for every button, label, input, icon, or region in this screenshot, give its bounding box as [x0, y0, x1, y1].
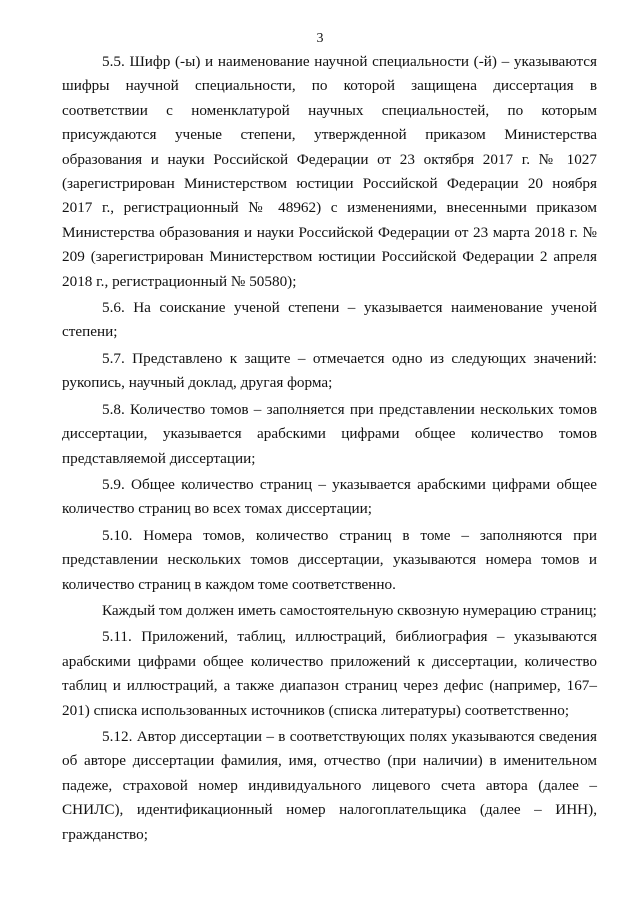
- paragraph-volume-numbering: Каждый том должен иметь самостоятельную сквозную нумерацию страниц;: [102, 601, 597, 619]
- paragraph-5-6: 5.6. На соискание ученой степени – указывается наименование ученой степени;: [62, 299, 597, 341]
- paragraph-5-8: 5.8. Количество томов – заполняется при представлении нескольких томов диссертации, указывается арабскими цифрами общее количество томов представляемой диссертации;: [62, 400, 597, 467]
- paragraph-5-12: 5.12. Автор диссертации – в соответствующих полях указываются сведения об авторе диссертации фамилия, имя, отчество (при наличии) в именительном падеже, страховой номер индивидуального лицевого счета автора (далее – СНИЛС), идентификационный номер налогоплательщика (далее – ИНН), гражданство;: [62, 727, 597, 843]
- paragraph-5-5: 5.5. Шифр (-ы) и наименование научной специальности (-й) – указываются шифры научной специальности, по которой защищена диссертация в соответствии с номенклатурой научных специальностей, по которым присуждаются ученые степени, утвержденной приказом Министерства образования и науки Российской Федерации от 23 октября 2017 г. № 1027 (зарегистрирован Министерством юстиции Российской Федерации 20 ноября 2017 г., регистрационный № 48962) с изменениями, внесенными приказом Министерства образования и науки Российской Федерации от 23 марта 2018 г. № 209 (зарегистрирован Министерством юстиции Российской Федерации 2 апреля 2018 г., регистрационный № 50580);: [62, 53, 597, 290]
- paragraph-5-7: 5.7. Представлено к защите – отмечается одно из следующих значений: рукопись, научный доклад, другая форма;: [62, 349, 597, 392]
- document-body: [62, 50, 597, 847]
- paragraph-5-11: 5.11. Приложений, таблиц, иллюстраций, библиография – указываются арабскими цифрами общее количество приложений к диссертации, количество таблиц и иллюстраций, а также диапазон страниц через дефис (например, 167–201) списка использованных источников (списка литературы) соответственно;: [62, 628, 597, 719]
- page-number: 3: [316, 31, 324, 46]
- paragraph-5-10: 5.10. Номера томов, количество страниц в томе – заполняются при представлении нескольких томов диссертации, указываются номера томов и количество страниц в каждом томе соответственно.: [62, 526, 597, 593]
- paragraph-5-9: 5.9. Общее количество страниц – указывается арабскими цифрами общее количество страниц во всех томах диссертации;: [62, 475, 597, 518]
